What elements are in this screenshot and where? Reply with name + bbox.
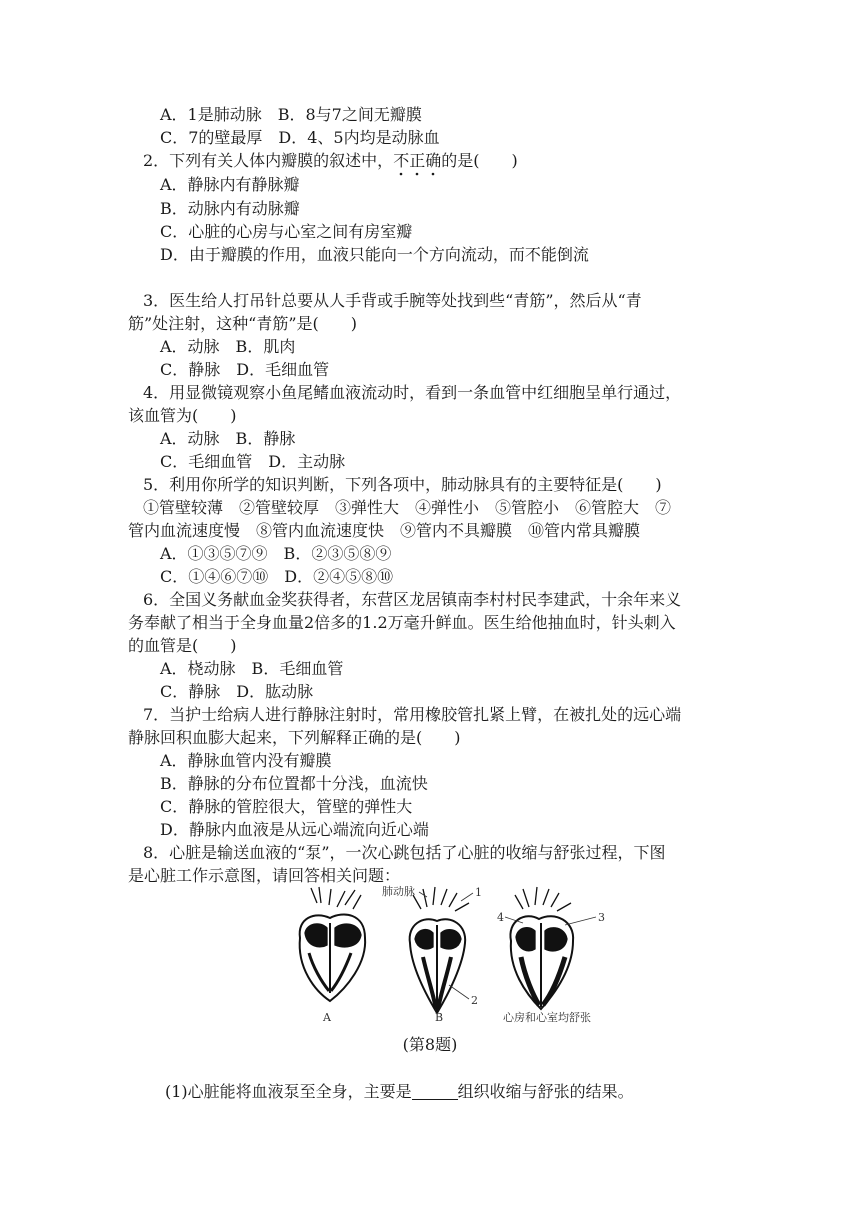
- heart-c: [510, 887, 573, 1009]
- heart-a: [300, 887, 365, 1001]
- q5-stem-line2: ①管壁较薄 ②管壁较厚 ③弹性大 ④弹性小 ⑤管腔小 ⑥管腔大 ⑦: [143, 498, 672, 517]
- q4-stem-line2: 该血管为( ): [128, 406, 237, 425]
- q4-stem-line1: 4．用显微镜观察小鱼尾鳍血液流动时，看到一条血管中红细胞呈单行通过，: [143, 383, 682, 402]
- q3-option-cd: C．静脉 D．毛细血管: [160, 360, 330, 379]
- q2-stem: 2．下列有关人体内瓣膜的叙述中，不正确 的是( ): [143, 150, 518, 172]
- q8-stem-line1: 8．心脏是输送血液的“泵”，一次心跳包括了心脏的收缩与舒张过程，下图: [143, 843, 666, 862]
- q6-stem-line1: 6．全国义务献血金奖获得者，东营区龙居镇南李村村民李建武，十余年来义: [143, 590, 682, 609]
- figure-caption: (第8题): [402, 1035, 458, 1054]
- q1-option-ab: A．1是肺动脉 B．8与7之间无瓣膜: [160, 105, 422, 124]
- label-3: 3: [598, 911, 605, 924]
- q3-stem-line2: 筋”处注射，这种“青筋”是( ): [128, 314, 358, 333]
- q6-stem-line2: 务奉献了相当于全身血量2倍多的1.2万毫升鲜血。医生给他抽血时，针头刺入: [128, 613, 676, 632]
- q6-option-ab: A．桡动脉 B．毛细血管: [160, 659, 344, 678]
- q3-option-ab: A．动脉 B．肌肉: [160, 337, 296, 356]
- label-1: 1: [475, 886, 482, 899]
- q1-option-cd: C．7的壁最厚 D．4、5内均是动脉血: [160, 128, 440, 147]
- q2-option-a: A．静脉内有静脉瓣: [160, 175, 300, 194]
- q4-option-ab: A．动脉 B．静脉: [160, 429, 296, 448]
- q7-option-c: C．静脉的管腔很大，管壁的弹性大: [160, 797, 413, 816]
- q8-stem-line2: 是心脏工作示意图，请回答相关问题：: [128, 866, 401, 885]
- heart-b: [410, 887, 469, 1013]
- answer-blank[interactable]: [412, 1083, 458, 1100]
- q7-stem-line2: 静脉回积血膨大起来，下列解释正确的是( ): [128, 728, 461, 747]
- heart-diagram: [285, 883, 625, 1028]
- q7-option-d: D．静脉内血液是从远心端流向近心端: [160, 820, 429, 839]
- q5-stem-line3: 管内血流速度慢 ⑧管内血流速度快 ⑨管内不具瓣膜 ⑩管内常具瓣膜: [128, 521, 641, 540]
- label-b: B: [435, 1011, 444, 1024]
- emphasis-dots: 不正确: [393, 150, 441, 172]
- q5-stem-line1: 5．利用你所学的知识判断，下列各项中，肺动脉具有的主要特征是( ): [143, 475, 662, 494]
- q8-sub1: (1)心脏能将血液泵至全身，主要是 组织收缩与舒张的结果。: [165, 1082, 634, 1101]
- q7-option-b: B．静脉的分布位置都十分浅，血流快: [160, 774, 428, 793]
- label-pulmonary-artery: 肺动脉: [382, 885, 415, 898]
- q5-option-ab: A．①③⑤⑦⑨ B．②③⑤⑧⑨: [160, 544, 392, 563]
- q3-stem-line1: 3．医生给人打吊针总要从人手背或手腕等处找到些“青筋”，然后从“青: [143, 291, 642, 310]
- label-a: A: [323, 1011, 331, 1024]
- q2-option-c: C．心脏的心房与心室之间有房室瓣: [160, 222, 413, 241]
- q2-option-d: D．由于瓣膜的作用，血液只能向一个方向流动，而不能倒流: [160, 245, 589, 264]
- label-4: 4: [497, 911, 504, 924]
- q4-option-cd: C．毛细血管 D．主动脉: [160, 452, 346, 471]
- q7-stem-line1: 7．当护士给病人进行静脉注射时，常用橡胶管扎紧上臂，在被扎处的远心端: [143, 705, 682, 724]
- label-2: 2: [471, 994, 478, 1007]
- q2-option-b: B．动脉内有动脉瓣: [160, 199, 300, 218]
- label-both-relaxed: 心房和心室均舒张: [503, 1011, 591, 1024]
- q5-option-cd: C．①④⑥⑦⑩ D．②④⑤⑧⑩: [160, 567, 394, 586]
- q7-option-a: A．静脉血管内没有瓣膜: [160, 751, 332, 770]
- q6-option-cd: C．静脉 D．肱动脉: [160, 682, 314, 701]
- q6-stem-line3: 的血管是( ): [128, 636, 237, 655]
